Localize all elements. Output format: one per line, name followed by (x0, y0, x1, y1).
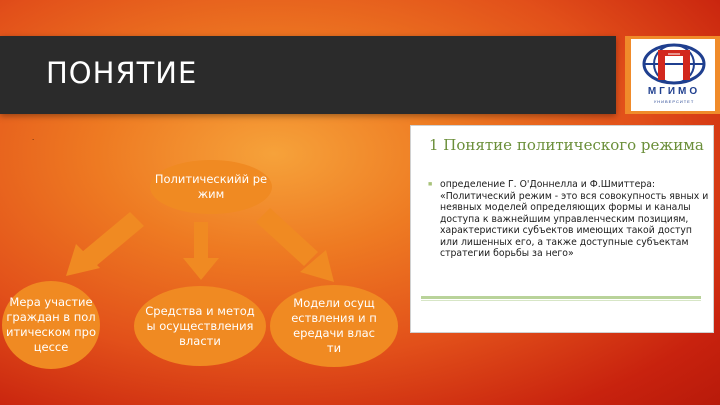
node-power-models (270, 285, 398, 367)
node-political-regime (150, 160, 272, 214)
panel-heading: 1 Понятие политического режима (429, 136, 704, 154)
node-power-models-label: Модели осуществления и передачи власти (291, 296, 377, 355)
stray-dot: . (32, 133, 35, 142)
logo-wordmark: МГИМО (647, 86, 701, 97)
node-citizen-participation-label: Мера участие граждан в политическом процессе (6, 295, 97, 354)
panel-definition-text: определение Г. О'Доннелла и Ф.Шмиттера: «Политический режим - это вся совокупность явных и неявных моделей определяющих формы и каналы доступа к важнейшим управленческим позициям, характеристики субъектов имеющих такой доступ или лишенных его, а также доступные субъектам стратегии борьбы за него» (440, 179, 709, 259)
definition-panel (410, 125, 714, 333)
arrow-left (66, 212, 144, 276)
arrow-right (256, 208, 334, 282)
node-citizen-participation (2, 281, 100, 369)
node-political-regime-label: Политическийй режим (154, 172, 268, 201)
node-means-and-methods-label: Средства и методы осуществления власти (145, 303, 255, 348)
logo-subtitle: УНИВЕРСИТЕТ (653, 99, 695, 104)
bullet-icon: ■ (428, 181, 433, 188)
node-means-and-methods (134, 286, 266, 366)
panel-divider-thin (421, 300, 701, 301)
arrow-middle (183, 222, 219, 280)
panel-divider (421, 296, 701, 299)
slide-title: ПОНЯТИЕ (46, 56, 198, 90)
